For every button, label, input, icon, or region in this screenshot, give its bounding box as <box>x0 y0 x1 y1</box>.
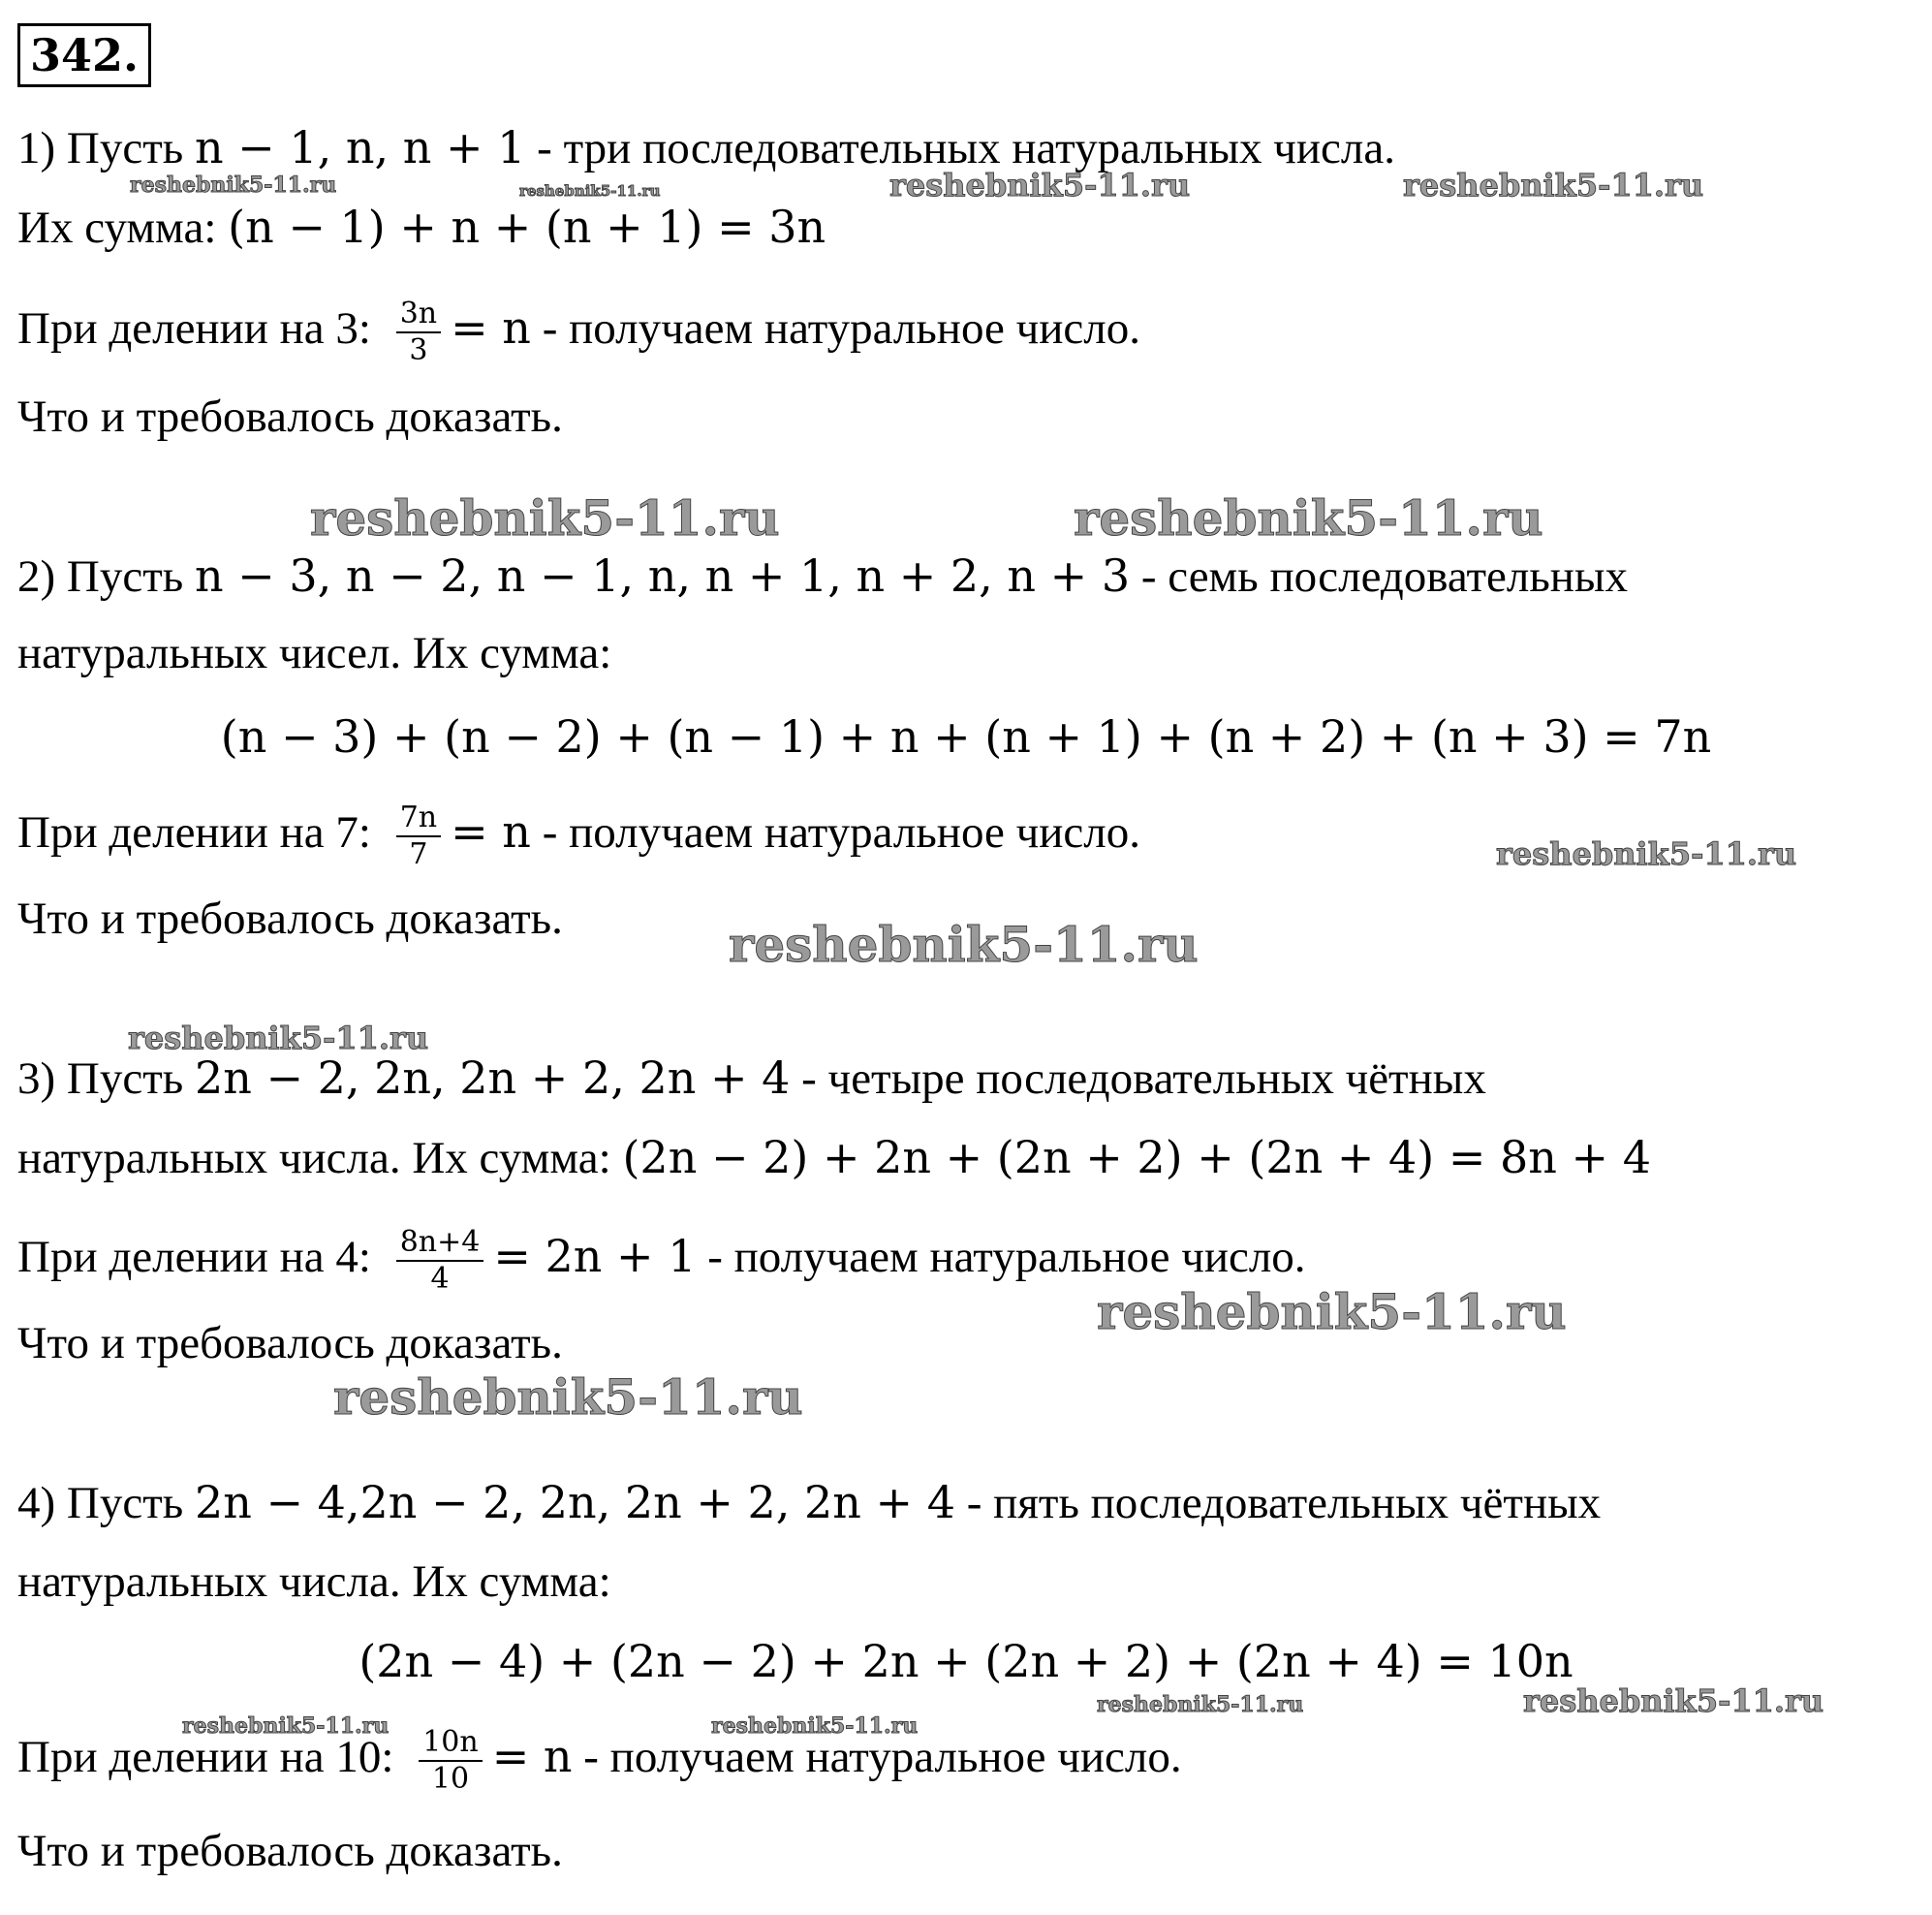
part3-division: При делении на 4: $\frac{8n+4}{4}$ = 2n + 1 - получаем натуральное число. <box>17 1225 1306 1296</box>
part3-statement: 3) Пусть 2n − 2, 2n, 2n + 2, 2n + 4 - четыре последовательных чётных <box>17 1052 1486 1104</box>
watermark: reshebnik5-11.ru <box>889 167 1191 204</box>
watermark: reshebnik5-11.ru <box>519 182 661 200</box>
part1-numbers: n − 1, n, n + 1 <box>194 121 526 173</box>
part2-desc: натуральных чисел. Их сумма: <box>17 628 612 678</box>
watermark: reshebnik5-11.ru <box>1074 489 1543 547</box>
part2-sum: (n − 3) + (n − 2) + (n − 1) + n + (n + 1) + (n + 2) + (n + 3) = 7n <box>220 710 1712 763</box>
part2-conclusion: Что и требовалось доказать. <box>17 894 563 944</box>
watermark: reshebnik5-11.ru <box>1097 1692 1304 1717</box>
watermark: reshebnik5-11.ru <box>310 489 780 547</box>
watermark: reshebnik5-11.ru <box>1097 1283 1567 1340</box>
part2-fraction: $\frac{7n}{7}$ <box>396 801 441 872</box>
part1-division: При делении на 3: $\frac{3n}{3}$ = n - получаем натуральное число. <box>17 297 1140 367</box>
watermark: reshebnik5-11.ru <box>1496 835 1797 872</box>
watermark: reshebnik5-11.ru <box>1403 167 1704 204</box>
watermark: reshebnik5-11.ru <box>729 916 1199 973</box>
part4-numbers: 2n − 4,2n − 2, 2n, 2n + 2, 2n + 4 <box>194 1476 955 1528</box>
watermark: reshebnik5-11.ru <box>333 1368 803 1426</box>
part4-statement: 4) Пусть 2n − 4,2n − 2, 2n, 2n + 2, 2n + 4 - пять последовательных чётных <box>17 1476 1602 1528</box>
part4-conclusion: Что и требовалось доказать. <box>17 1826 563 1876</box>
watermark: reshebnik5-11.ru <box>130 173 337 198</box>
part3-sum: натуральных числа. Их сумма: (2n − 2) + 2n + (2n + 2) + (2n + 4) = 8n + 4 <box>17 1131 1651 1183</box>
part3-fraction: $\frac{8n+4}{4}$ <box>396 1225 484 1297</box>
part4-sum: (2n − 4) + (2n − 2) + 2n + (2n + 2) + (2n + 4) = 10n <box>358 1635 1574 1687</box>
part4-division: При делении на 10: $\frac{10n}{10}$ = n - получаем натуральное число. <box>17 1725 1182 1796</box>
part1-fraction: $\frac{3n}{3}$ <box>396 297 441 368</box>
watermark: reshebnik5-11.ru <box>182 1713 390 1739</box>
part4-desc: натуральных числа. Их сумма: <box>17 1556 611 1607</box>
part2-numbers: n − 3, n − 2, n − 1, n, n + 1, n + 2, n + 3 <box>194 549 1131 602</box>
part2-statement: 2) Пусть n − 3, n − 2, n − 1, n, n + 1, n + 2, n + 3 - семь последовательных <box>17 549 1629 602</box>
part3-numbers: 2n − 2, 2n, 2n + 2, 2n + 4 <box>194 1052 791 1104</box>
watermark: reshebnik5-11.ru <box>128 1020 429 1056</box>
part1-conclusion: Что и требовалось доказать. <box>17 392 563 442</box>
watermark: reshebnik5-11.ru <box>711 1713 919 1739</box>
part1-sum: Их сумма: (n − 1) + n + (n + 1) = 3n <box>17 201 826 253</box>
part4-fraction: $\frac{10n}{10}$ <box>419 1725 483 1797</box>
problem-number: 342. <box>17 23 151 87</box>
part1-statement: 1) Пусть n − 1, n, n + 1 - три последовательных натуральных числа. <box>17 121 1395 173</box>
part2-division: При делении на 7: $\frac{7n}{7}$ = n - получаем натуральное число. <box>17 801 1140 871</box>
watermark: reshebnik5-11.ru <box>1523 1682 1824 1719</box>
part3-conclusion: Что и требовалось доказать. <box>17 1318 563 1368</box>
